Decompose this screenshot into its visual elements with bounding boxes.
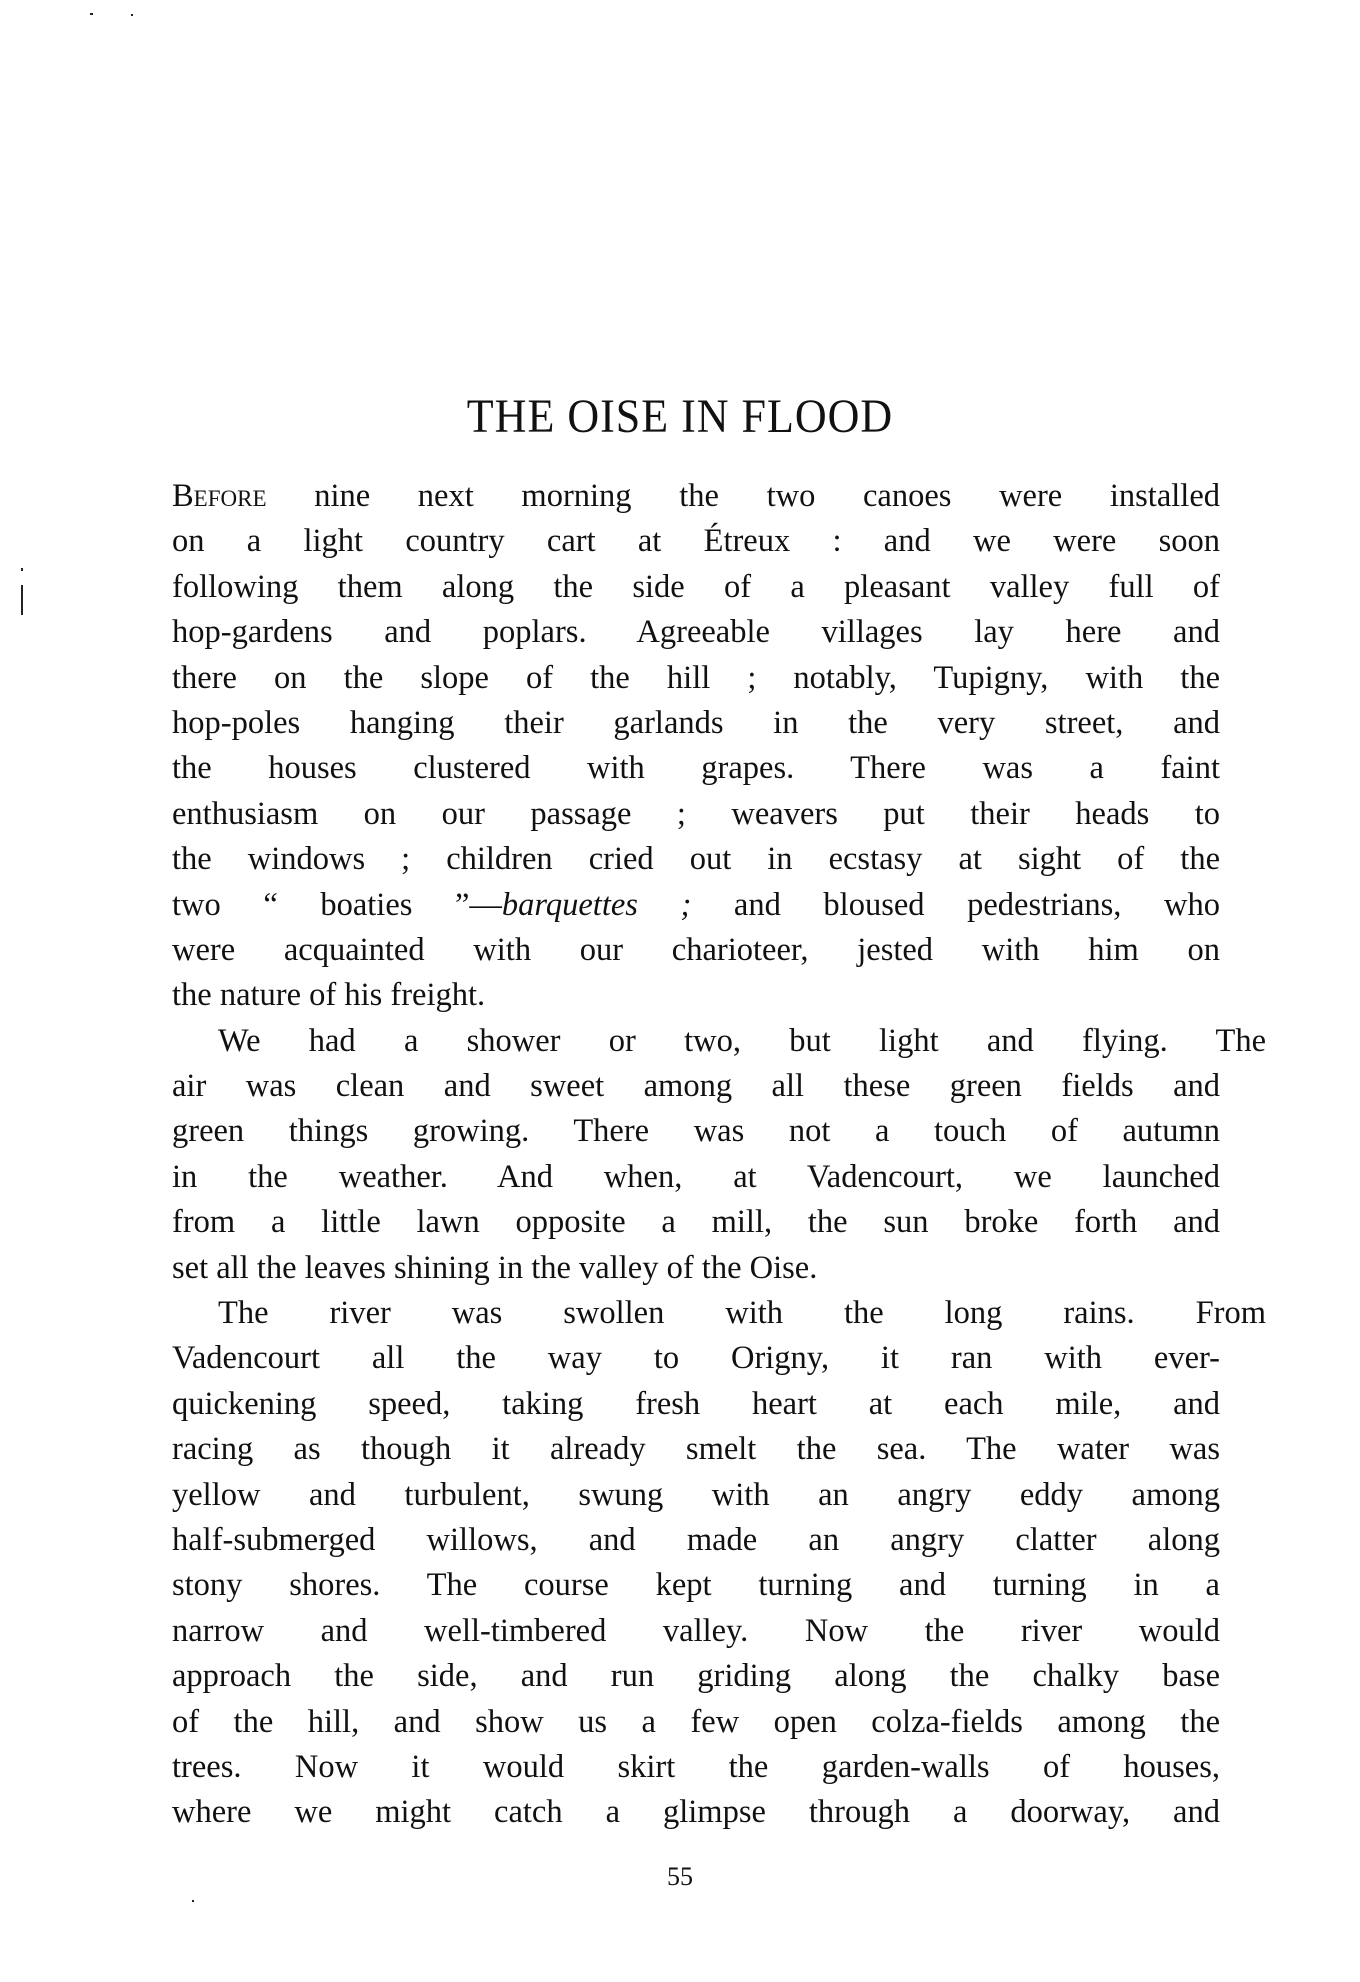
text-line: narrow and well-timbered valley. Now the river would: [172, 1612, 1220, 1649]
text-line: the windows ; children cried out in ecstasy at sight of the: [172, 841, 1220, 878]
text-line: two “ boaties ”—barquettes ; and bloused pedestrians, who: [172, 886, 1220, 923]
body-text: [172, 474, 1266, 1836]
italic-word: barquettes ;: [501, 886, 692, 923]
text-line: from a little lawn opposite a mill, the sun broke forth and: [172, 1204, 1220, 1241]
text-line: The river was swollen with the long rains. From: [218, 1295, 1266, 1332]
text-line: approach the side, and run griding along the chalky base: [172, 1658, 1220, 1695]
scan-speck: [131, 14, 133, 16]
text-line: there on the slope of the hill ; notably, Tupigny, with the: [172, 659, 1220, 696]
paragraph: [172, 1291, 1266, 1836]
text-line: hop-gardens and poplars. Agreeable villages lay here and: [172, 614, 1220, 651]
text-line: stony shores. The course kept turning and turning in a: [172, 1567, 1220, 1604]
page-number: 55: [667, 1862, 693, 1891]
text-line: hop-poles hanging their garlands in the very street, and: [172, 704, 1220, 741]
paragraph: [172, 1019, 1266, 1291]
text-line: We had a shower or two, but light and flying. The: [218, 1022, 1266, 1059]
text-line: racing as though it already smelt the sea. The water was: [172, 1431, 1220, 1468]
text-line: in the weather. And when, at Vadencourt, we launched: [172, 1158, 1220, 1195]
text-line: the nature of his freight.: [172, 977, 486, 1014]
text-line: of the hill, and show us a few open colza-fields among the: [172, 1703, 1220, 1740]
text-line: were acquainted with our charioteer, jested with him on: [172, 931, 1220, 968]
scan-speck: [90, 13, 93, 15]
text-line: following them along the side of a pleasant valley full of: [172, 568, 1220, 605]
scan-speck: [21, 568, 23, 571]
scan-speck: [192, 1900, 194, 1902]
opening-word: Before: [172, 478, 267, 514]
chapter-title: THE OISE IN FLOOD: [466, 390, 894, 444]
text-line: quickening speed, taking fresh heart at each mile, and: [172, 1385, 1220, 1422]
text-line: the houses clustered with grapes. There was a faint: [172, 750, 1220, 787]
text-line: Before nine next morning the two canoes were installed: [172, 478, 1220, 514]
text-line: Vadencourt all the way to Origny, it ran with ever-: [172, 1340, 1220, 1377]
text-line: green things growing. There was not a touch of autumn: [172, 1113, 1220, 1150]
text-line: half-submerged willows, and made an angry clatter along: [172, 1521, 1220, 1558]
text-line: where we might catch a glimpse through a doorway, and: [172, 1794, 1220, 1831]
text-line: yellow and turbulent, swung with an angry eddy among: [172, 1476, 1220, 1513]
paragraph: [172, 474, 1220, 1019]
text-line: air was clean and sweet among all these green fields and: [172, 1068, 1220, 1105]
scan-speck: [21, 585, 23, 615]
text-line: enthusiasm on our passage ; weavers put their heads to: [172, 795, 1220, 832]
text-line: set all the leaves shining in the valley of the Oise.: [172, 1249, 818, 1286]
text-line: trees. Now it would skirt the garden-walls of houses,: [172, 1748, 1220, 1785]
text-line: on a light country cart at Étreux : and we were soon: [172, 523, 1220, 560]
